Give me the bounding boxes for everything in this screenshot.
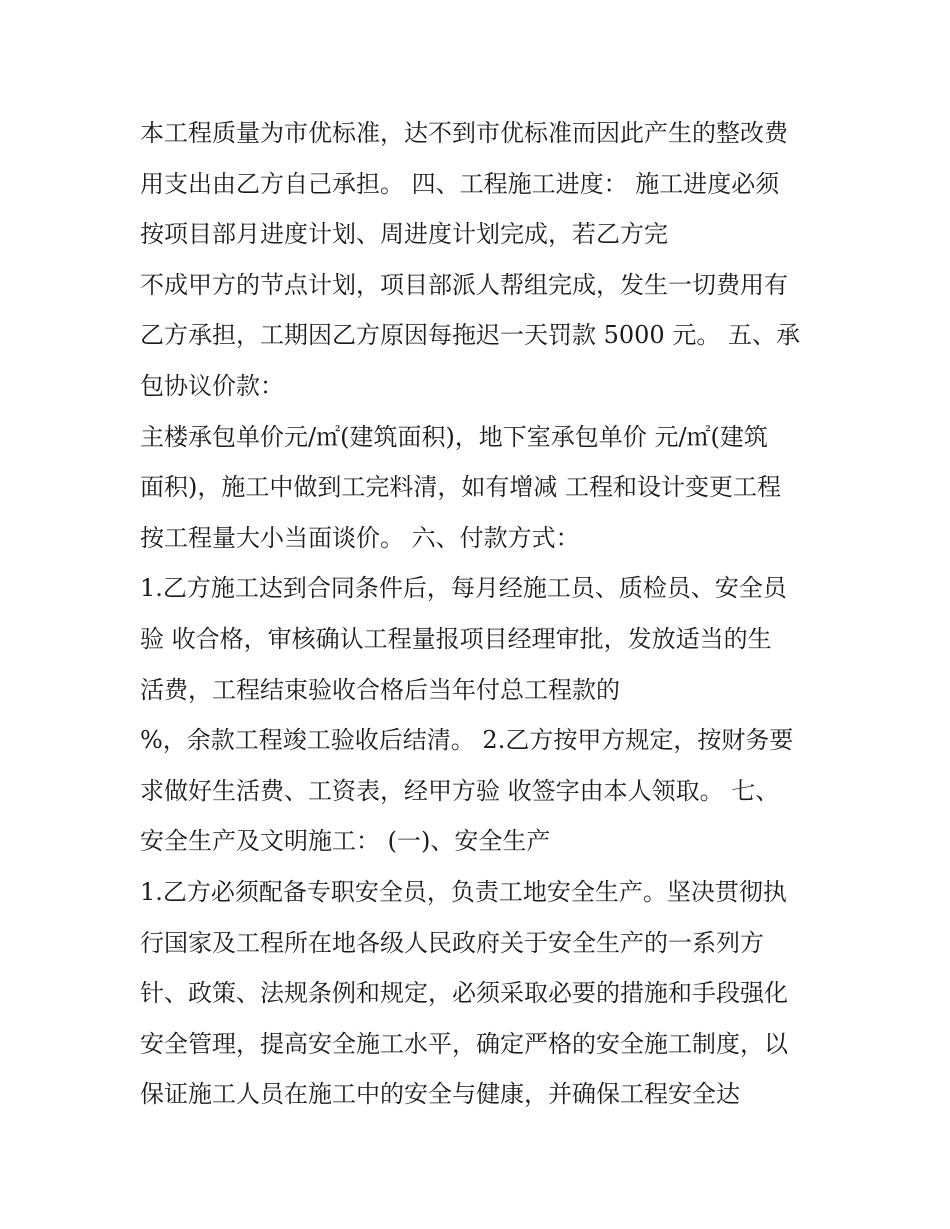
text-line: 安全生产及文明施工： (一)、安全生产 [140,827,551,856]
text-line: 本工程质量为市优标准，达不到市优标准而因此产生的整改费 [140,119,788,147]
text-line: 验 收合格，审核确认工程量报项目经理审批，发放适当的生 [140,624,772,653]
text-line: 安全管理，提高安全施工水平，确定严格的安全施工制度，以 [140,1029,788,1058]
text-line: 主楼承包单价元/㎡(建筑面积)，地下室承包单价 元/㎡(建筑 [140,422,768,451]
text-line: 用支出由乙方自己承担。 四、工程施工进度： 施工进度必须 [140,169,780,198]
text-line: 针、政策、法规条例和规定，必须采取必要的措施和手段强化 [140,979,788,1008]
text-line: 行国家及工程所在地各级人民政府关于安全生产的一系列方 [140,928,764,957]
text-line: 求做好生活费、工资表，经甲方验 收签字由本人领取。 七、 [140,776,780,805]
text-line: 不成甲方的节点计划，项目部派人帮组完成，发生一切费用有 [140,270,788,299]
text-line: 乙方承担，工期因乙方原因每拖迟一天罚款 5000 元。 五、承 [140,321,800,350]
text-line: 按项目部月进度计划、周进度计划完成，若乙方完 [140,220,668,249]
text-line: 面积)，施工中做到工完料清，如有增减 工程和设计变更工程 [140,473,781,502]
text-line: 包协议价款： [140,371,284,400]
text-line: 1.乙方施工达到合同条件后，每月经施工员、质检员、安全员 [140,574,787,603]
contract-text-body [140,108,830,1120]
text-line: 按工程量大小当面谈价。 六、付款方式： [140,523,580,552]
text-line: 活费，工程结束验收合格后当年付总工程款的 [140,675,620,704]
text-line: %，余款工程竣工验收后结清。 2.乙方按甲方规定，按财务要 [140,726,794,755]
text-line: 保证施工人员在施工中的安全与健康，并确保工程安全达 [140,1080,740,1109]
text-line: 1.乙方必须配备专职安全员，负责工地安全生产。坚决贯彻执 [140,877,787,906]
